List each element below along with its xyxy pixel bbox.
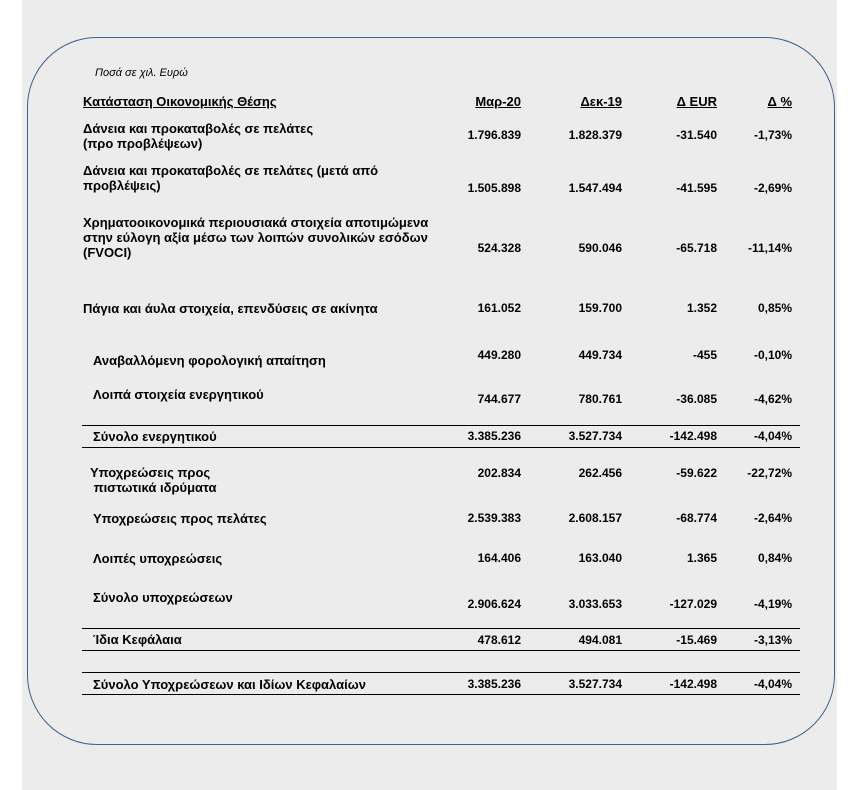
cell-grand-total-dec19: 3.527.734: [568, 677, 622, 691]
rule-equity-top: [82, 628, 800, 629]
cell-total-assets-dec19: 3.527.734: [568, 429, 622, 443]
cell-total-assets-deur: -142.498: [669, 429, 717, 443]
cell-fvoci-dpct: -11,14%: [747, 241, 792, 255]
row-label-grand-total: Σύνολο Υποχρεώσεων και Ιδίων Κεφαλαίων: [93, 677, 366, 692]
cell-equity-mar20: 478.612: [477, 633, 521, 647]
cell-loans-gross-dpct: -1,73%: [753, 128, 792, 142]
row-label-due-customers: Υποχρεώσεις προς πελάτες: [93, 511, 267, 526]
cell-grand-total-mar20: 3.385.236: [467, 677, 521, 691]
cell-due-banks-mar20: 202.834: [477, 466, 521, 480]
cell-other-assets-mar20: 744.677: [477, 392, 521, 406]
cell-due-customers-dec19: 2.608.157: [568, 511, 622, 525]
row-label-fvoci: Χρηματοοικονομικά περιουσιακά στοιχεία αποτιμώμενα στην εύλογη αξία μέσω των λοιπών συνολικών εσόδων (FVOCI): [83, 215, 429, 260]
table-title: Κατάσταση Οικονομικής Θέσης: [83, 94, 277, 109]
row-label-loans-gross: Δάνεια και προκαταβολές σε πελάτες (προ προβλέψεων): [83, 121, 314, 151]
cell-other-assets-dpct: -4,62%: [753, 392, 792, 406]
rule-equity-bottom: [82, 650, 800, 651]
cell-loans-gross-dec19: 1.828.379: [568, 128, 622, 142]
cell-due-banks-dec19: 262.456: [578, 466, 622, 480]
row-label-fixed-assets: Πάγια και άυλα στοιχεία, επενδύσεις σε ακίνητα: [83, 301, 378, 316]
cell-loans-net-mar20: 1.505.898: [467, 181, 521, 195]
cell-due-customers-mar20: 2.539.383: [467, 511, 521, 525]
cell-total-liabilities-dec19: 3.033.653: [568, 597, 622, 611]
row-label-total-assets: Σύνολο ενεργητικού: [93, 429, 217, 444]
cell-total-assets-dpct: -4,04%: [753, 429, 792, 443]
cell-other-liabilities-mar20: 164.406: [477, 551, 521, 565]
cell-loans-net-dpct: -2,69%: [753, 181, 792, 195]
cell-fvoci-deur: -65.718: [676, 241, 717, 255]
cell-fvoci-mar20: 524.328: [477, 241, 521, 255]
rule-grand-total-bottom: [82, 694, 800, 695]
cell-fixed-assets-deur: 1.352: [686, 301, 717, 315]
cell-fixed-assets-mar20: 161.052: [477, 301, 521, 315]
cell-loans-gross-deur: -31.540: [676, 128, 717, 142]
col-header-mar20: Μαρ-20: [475, 94, 521, 109]
row-label-equity: Ίδια Κεφάλαια: [93, 632, 182, 647]
cell-total-assets-mar20: 3.385.236: [467, 429, 521, 443]
cell-other-liabilities-dec19: 163.040: [578, 551, 622, 565]
row-label-loans-net: Δάνεια και προκαταβολές σε πελάτες (μετά από προβλέψεις): [83, 163, 379, 193]
cell-fixed-assets-dec19: 159.700: [578, 301, 622, 315]
cell-deferred-tax-deur: -455: [692, 348, 717, 362]
cell-total-liabilities-dpct: -4,19%: [753, 597, 792, 611]
cell-total-liabilities-deur: -127.029: [669, 597, 717, 611]
row-label-due-banks: Υποχρεώσεις προς πιστωτικά ιδρύματα: [90, 465, 217, 495]
col-header-delta-pct: Δ %: [767, 94, 792, 109]
row-label-total-liabilities: Σύνολο υποχρεώσεων: [93, 590, 233, 605]
cell-fixed-assets-dpct: 0,85%: [757, 301, 792, 315]
cell-other-assets-dec19: 780.761: [578, 392, 622, 406]
units-note: Ποσά σε χιλ. Ευρώ: [95, 67, 188, 79]
cell-deferred-tax-mar20: 449.280: [477, 348, 521, 362]
rule-grand-total-top: [82, 672, 800, 673]
cell-deferred-tax-dpct: -0,10%: [753, 348, 792, 362]
cell-fvoci-dec19: 590.046: [578, 241, 622, 255]
cell-other-liabilities-deur: 1.365: [686, 551, 717, 565]
cell-loans-gross-mar20: 1.796.839: [467, 128, 521, 142]
row-label-other-assets: Λοιπά στοιχεία ενεργητικού: [93, 387, 264, 402]
cell-due-banks-deur: -59.622: [676, 466, 717, 480]
cell-equity-deur: -15.469: [676, 633, 717, 647]
cell-due-banks-dpct: -22,72%: [747, 466, 792, 480]
cell-other-assets-deur: -36.085: [676, 392, 717, 406]
cell-grand-total-dpct: -4,04%: [753, 677, 792, 691]
row-label-other-liabilities: Λοιπές υποχρεώσεις: [93, 551, 223, 566]
col-header-dec19: Δεκ-19: [580, 94, 622, 109]
cell-deferred-tax-dec19: 449.734: [578, 348, 622, 362]
cell-grand-total-deur: -142.498: [669, 677, 717, 691]
cell-due-customers-deur: -68.774: [676, 511, 717, 525]
cell-loans-net-deur: -41.595: [676, 181, 717, 195]
row-label-deferred-tax: Αναβαλλόμενη φορολογική απαίτηση: [93, 353, 326, 368]
cell-total-liabilities-mar20: 2.906.624: [467, 597, 521, 611]
rule-total-assets-bottom: [82, 447, 800, 448]
cell-due-customers-dpct: -2,64%: [753, 511, 792, 525]
cell-equity-dpct: -3,13%: [753, 633, 792, 647]
cell-other-liabilities-dpct: 0,84%: [757, 551, 792, 565]
col-header-delta-eur: Δ EUR: [676, 94, 717, 109]
cell-loans-net-dec19: 1.547.494: [568, 181, 622, 195]
cell-equity-dec19: 494.081: [578, 633, 622, 647]
rule-total-assets-top: [82, 425, 800, 426]
